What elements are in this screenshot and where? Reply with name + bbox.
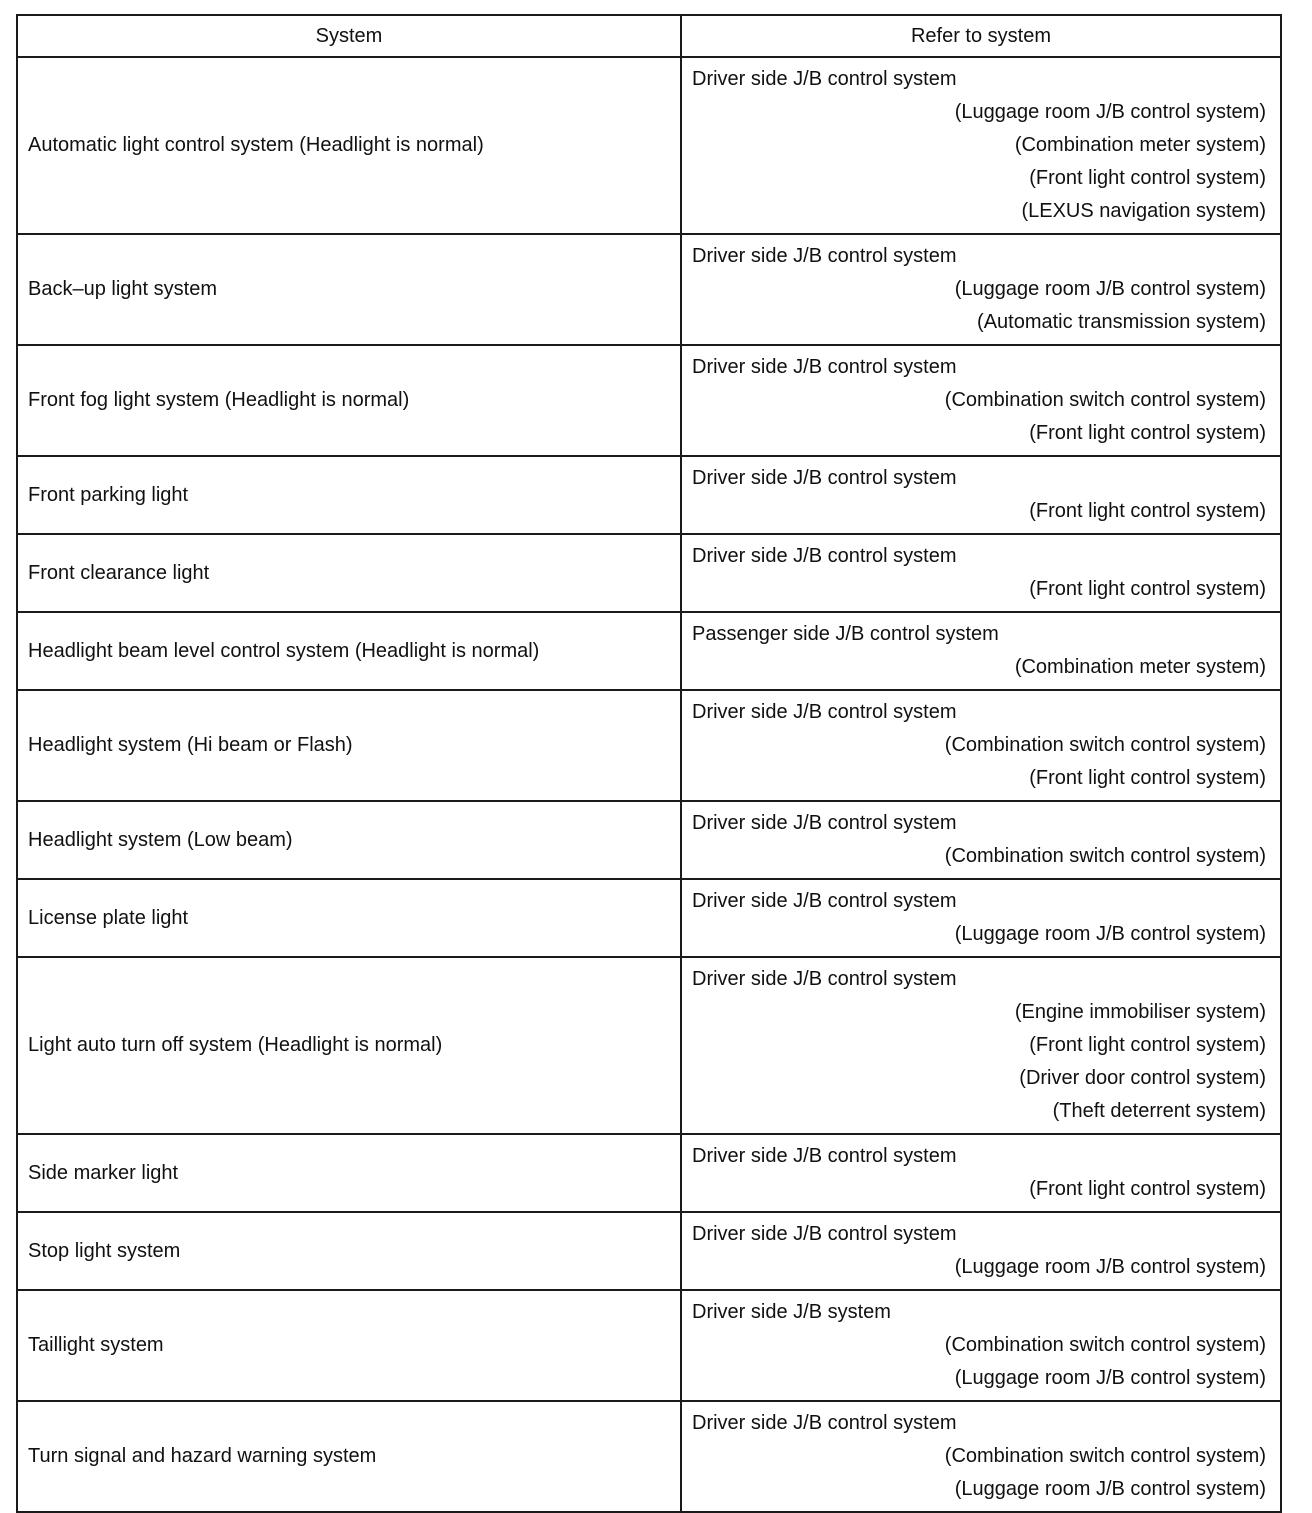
refer-related-system: (Front light control system): [1029, 500, 1266, 522]
refer-related-system: (Luggage room J/B control system): [954, 278, 1266, 300]
system-cell: Taillight system: [17, 1290, 681, 1401]
refer-related-system: (Automatic transmission system): [977, 311, 1266, 333]
header-system: System: [17, 15, 681, 57]
table-row: [17, 879, 1281, 957]
refer-main-system: Driver side J/B control system: [692, 968, 957, 990]
refer-main-system: Driver side J/B control system: [692, 467, 957, 489]
system-cell: Front parking light: [17, 456, 681, 534]
refer-related-system: (Front light control system): [1029, 1034, 1266, 1056]
refer-cell: [681, 234, 1281, 345]
table-row: [17, 690, 1281, 801]
refer-cell: [681, 879, 1281, 957]
refer-cell: [681, 957, 1281, 1134]
refer-related-system: (Front light control system): [1029, 767, 1266, 789]
table-row: [17, 456, 1281, 534]
refer-related-system: (Luggage room J/B control system): [954, 1367, 1266, 1389]
refer-cell: [681, 1290, 1281, 1401]
refer-cell: [681, 57, 1281, 234]
refer-main-system: Driver side J/B control system: [692, 545, 957, 567]
refer-related-system: (Combination switch control system): [944, 1334, 1266, 1356]
table-row: [17, 234, 1281, 345]
refer-cell: [681, 690, 1281, 801]
refer-cell: [681, 1212, 1281, 1290]
refer-related-system: (Combination switch control system): [944, 389, 1266, 411]
table-row: [17, 612, 1281, 690]
system-cell: Light auto turn off system (Headlight is normal): [17, 957, 681, 1134]
header-row: [17, 15, 1281, 57]
system-cell: Headlight beam level control system (Headlight is normal): [17, 612, 681, 690]
system-cell: Automatic light control system (Headlight is normal): [17, 57, 681, 234]
table-row: [17, 345, 1281, 456]
table-row: [17, 57, 1281, 234]
refer-related-system: (Combination switch control system): [944, 734, 1266, 756]
refer-main-system: Driver side J/B control system: [692, 1223, 957, 1245]
refer-cell: [681, 534, 1281, 612]
refer-main-system: Driver side J/B control system: [692, 68, 957, 90]
refer-related-system: (Front light control system): [1029, 1178, 1266, 1200]
refer-main-system: Driver side J/B control system: [692, 812, 957, 834]
system-cell: Back–up light system: [17, 234, 681, 345]
refer-main-system: Driver side J/B control system: [692, 356, 957, 378]
refer-related-system: (Front light control system): [1029, 167, 1266, 189]
refer-related-system: (Combination switch control system): [944, 845, 1266, 867]
refer-related-system: (Front light control system): [1029, 578, 1266, 600]
system-cell: Headlight system (Hi beam or Flash): [17, 690, 681, 801]
system-cell: Turn signal and hazard warning system: [17, 1401, 681, 1512]
table-row: [17, 534, 1281, 612]
system-cell: License plate light: [17, 879, 681, 957]
table-row: [17, 957, 1281, 1134]
system-cell: Front clearance light: [17, 534, 681, 612]
refer-related-system: (Combination switch control system): [944, 1445, 1266, 1467]
table-body: [17, 57, 1281, 1512]
refer-main-system: Driver side J/B control system: [692, 890, 957, 912]
refer-cell: [681, 345, 1281, 456]
table-row: [17, 1212, 1281, 1290]
refer-cell: [681, 801, 1281, 879]
refer-related-system: (Luggage room J/B control system): [954, 1478, 1266, 1500]
refer-main-system: Driver side J/B control system: [692, 1412, 957, 1434]
table-row: [17, 1401, 1281, 1512]
system-cell: Side marker light: [17, 1134, 681, 1212]
refer-main-system: Driver side J/B system: [692, 1301, 891, 1323]
refer-related-system: (Combination meter system): [1014, 656, 1266, 678]
table-row: [17, 801, 1281, 879]
refer-related-system: (Luggage room J/B control system): [954, 923, 1266, 945]
reference-table: [16, 14, 1282, 1513]
refer-related-system: (Engine immobiliser system): [1014, 1001, 1266, 1023]
refer-related-system: (LEXUS navigation system): [1021, 200, 1266, 222]
refer-main-system: Driver side J/B control system: [692, 1145, 957, 1167]
system-cell: Stop light system: [17, 1212, 681, 1290]
table-row: [17, 1134, 1281, 1212]
table-row: [17, 1290, 1281, 1401]
refer-main-system: Driver side J/B control system: [692, 245, 957, 267]
system-cell: Front fog light system (Headlight is normal): [17, 345, 681, 456]
refer-related-system: (Combination meter system): [1014, 134, 1266, 156]
refer-related-system: (Theft deterrent system): [1052, 1100, 1266, 1122]
refer-main-system: Driver side J/B control system: [692, 701, 957, 723]
refer-cell: [681, 1134, 1281, 1212]
refer-cell: [681, 1401, 1281, 1512]
refer-cell: [681, 612, 1281, 690]
header-refer: Refer to system: [681, 15, 1281, 57]
refer-related-system: (Driver door control system): [1019, 1067, 1266, 1089]
refer-related-system: (Luggage room J/B control system): [954, 1256, 1266, 1278]
refer-main-system: Passenger side J/B control system: [692, 623, 999, 645]
refer-related-system: (Front light control system): [1029, 422, 1266, 444]
refer-cell: [681, 456, 1281, 534]
refer-related-system: (Luggage room J/B control system): [954, 101, 1266, 123]
system-cell: Headlight system (Low beam): [17, 801, 681, 879]
